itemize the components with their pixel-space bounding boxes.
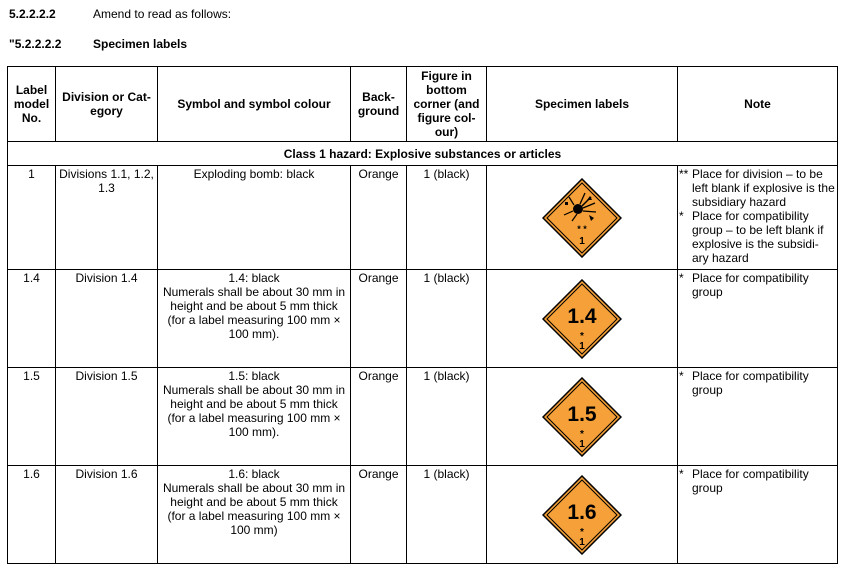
col-header-specimen: Specimen labels <box>487 67 678 142</box>
figure-cell: 1 (black) <box>407 368 487 466</box>
note-text: Place for compatibility group <box>692 467 809 495</box>
symbol-detail: Numerals shall be about 30 mm in height and be about 5 mm thick (for a label measuring 100 mm × 100 mm). <box>162 383 346 439</box>
symbol-text: 1.4: black <box>228 271 280 285</box>
label-marks: * <box>580 330 584 342</box>
note-text: Place for compatibility group <box>692 369 809 397</box>
note-text: Place for division – to be left blank if explosive is the subsidiary hazard <box>692 167 835 209</box>
specimen-label-cell <box>487 270 678 368</box>
background-cell: Orange <box>351 166 407 270</box>
background-cell: Orange <box>351 466 407 564</box>
division-cell: Division 1.6 <box>56 466 158 564</box>
label-division-number: 1.4 <box>567 304 597 328</box>
note-text: Place for compatibility group <box>692 271 809 299</box>
note-cell <box>678 368 838 466</box>
symbol-detail: Numerals shall be about 30 mm in height and be about 5 mm thick (for a label measuring 100 mm × 100 mm) <box>162 481 346 537</box>
symbol-text: 1.5: black <box>228 369 280 383</box>
note-marker: * <box>679 271 684 285</box>
symbol-cell <box>158 466 351 564</box>
model-cell: 1.5 <box>8 368 56 466</box>
model-cell: 1 <box>8 166 56 270</box>
note-item <box>679 271 835 299</box>
col-header-note: Note <box>678 67 838 142</box>
symbol-text: 1.6: black <box>228 467 280 481</box>
specimen-label-cell <box>487 166 678 270</box>
table-row <box>8 466 838 564</box>
note-item <box>679 209 835 265</box>
label-figure: 1 <box>579 536 585 548</box>
col-header-model: Label model No. <box>8 67 56 142</box>
specimen-label-cell <box>487 466 678 564</box>
division-cell: Divisions 1.1, 1.2, 1.3 <box>56 166 158 270</box>
note-cell <box>678 270 838 368</box>
background-cell: Orange <box>351 368 407 466</box>
note-cell <box>678 166 838 270</box>
specimen-label-1-6 <box>542 475 622 555</box>
note-marker: * <box>679 369 684 383</box>
table-row <box>8 166 838 270</box>
note-item <box>679 167 835 209</box>
label-division-number: 1.6 <box>567 500 597 524</box>
label-division-number: 1.5 <box>567 402 597 426</box>
label-figure: 1 <box>579 438 585 450</box>
specimen-labels-table <box>7 66 838 564</box>
specimen-label-1-5 <box>542 377 622 457</box>
table-header-row <box>8 67 838 142</box>
division-cell: Division 1.5 <box>56 368 158 466</box>
symbol-cell: Exploding bomb: black <box>158 166 351 270</box>
col-header-division: Division or Cat-egory <box>56 67 158 142</box>
note-marker: * <box>679 467 684 481</box>
note-marker: ** <box>679 167 689 181</box>
background-cell: Orange <box>351 270 407 368</box>
amend-text: Amend to read as follows: <box>93 7 232 21</box>
figure-cell: 1 (black) <box>407 270 487 368</box>
division-cell: Division 1.4 <box>56 270 158 368</box>
figure-cell: 1 (black) <box>407 166 487 270</box>
class-row <box>8 142 838 166</box>
col-header-symbol: Symbol and symbol colour <box>158 67 351 142</box>
specimen-label-1-4 <box>542 279 622 359</box>
table-row <box>8 368 838 466</box>
specimen-label-1 <box>542 178 622 258</box>
model-cell: 1.6 <box>8 466 56 564</box>
symbol-cell <box>158 270 351 368</box>
section-number: 5.2.2.2.2 <box>9 7 56 21</box>
label-marks: * * <box>577 223 587 234</box>
specimen-label-cell <box>487 368 678 466</box>
symbol-detail: Numerals shall be about 30 mm in height and be about 5 mm thick (for a label measuring 100 mm × 100 mm). <box>162 285 346 341</box>
col-header-figure: Figure in bottom corner (and figure col-our) <box>407 67 487 142</box>
label-figure: 1 <box>579 340 585 352</box>
note-marker: * <box>679 209 684 223</box>
amend-instruction <box>9 7 231 21</box>
symbol-cell <box>158 368 351 466</box>
label-figure: 1 <box>579 235 585 247</box>
note-text: Place for compatibility group – to be left blank if explosive is the subsidi-ary hazard <box>692 209 824 265</box>
section-title: Specimen labels <box>93 37 188 51</box>
table-row <box>8 270 838 368</box>
col-header-background: Back-ground <box>351 67 407 142</box>
note-cell <box>678 466 838 564</box>
figure-cell: 1 (black) <box>407 466 487 564</box>
note-item <box>679 369 835 397</box>
model-cell: 1.4 <box>8 270 56 368</box>
section-number-quoted: "5.2.2.2.2 <box>9 37 62 51</box>
class-heading: Class 1 hazard: Explosive substances or articles <box>8 142 838 166</box>
label-marks: * <box>580 428 584 440</box>
note-item <box>679 467 835 495</box>
label-marks: * <box>580 526 584 538</box>
section-heading <box>9 37 187 51</box>
